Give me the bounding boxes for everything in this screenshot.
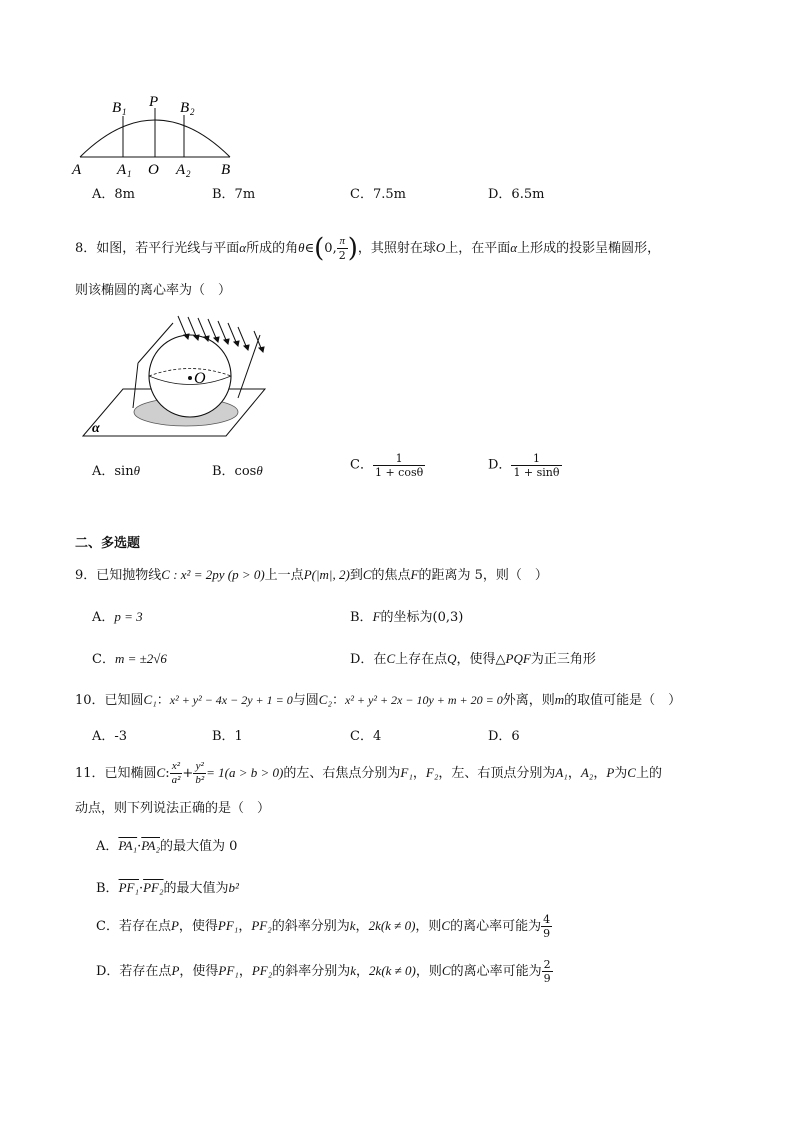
label-B2: B [180,100,190,116]
q8-option-a: A．sinθ [92,463,140,479]
q11-option-c: C．若存在点P，使得PF₁，PF₂的斜率分别为k，2k(k ≠ 0)，则C的离心率可能为 $\frac{4}{9}$ [96,913,551,940]
q11-stem-line2: 动点，则下列说法正确的是（ ） [75,801,271,816]
section-heading: 二、多选题 [75,536,141,551]
q8-option-c: C． $\frac{1}{1 + \cos\theta}$ [350,452,424,479]
q9-stem: 9．已知抛物线C : x² = 2py (p > 0)上一点P(|m|, 2)到C的焦点F的距离为 5，则（ ） [75,567,548,583]
q8-option-d: D． $\frac{1}{1 + \sin\theta}$ [488,452,560,479]
arch-figure [70,95,250,180]
q8-stem-line2: 则该椭圆的离心率为（ ） [75,283,232,298]
label-A2: A [176,162,186,178]
q8-option-b: B．cosθ [212,463,263,479]
label-P: P [149,95,159,110]
q10-option-d: D．6 [488,729,520,744]
label-B: B [221,162,231,178]
label-B1: B [112,100,122,116]
q7-option-a: A．8m [92,187,135,202]
q7-option-d: D．6.5m [488,187,545,202]
q7-option-c: C．7.5m [350,187,406,202]
figure-label-O: O [194,370,206,387]
q10-option-a: A．-3 [92,729,128,744]
q11-option-d: D．若存在点P，使得PF₁，PF₂的斜率分别为k，2k(k ≠ 0)，则C的离心率可能为 $\frac{2}{9}$ [96,958,551,985]
q11-stem-line1: 11．已知椭圆C: $\frac{\text{x²}}{\text{a²}}$ + $\frac{\text{y²}}{\text{b²}}$ = 1(a > b > 0)的左、右焦点分别为F₁，F₂，左、右顶点分别为A₁，A₂，P为C上的 [75,760,662,786]
q9-option-a: A．p = 3 [92,609,143,625]
label-B2-sub: 2 [190,107,195,117]
label-A1: A [117,162,127,178]
q11-option-a: A．PA₁·PA₂的最大值为 0 [96,838,238,854]
q7-option-b: B．7m [212,187,256,202]
q10-option-c: C．4 [350,729,382,744]
q11-option-b: B．PF₁·PF₂的最大值为b² [96,880,239,896]
q9-option-b: B．F的坐标为(0,3) [350,609,464,625]
label-A2-sub: 2 [186,169,191,179]
q10-option-b: B．1 [212,729,243,744]
label-O: O [148,162,159,178]
figure-label-alpha: α [92,421,100,436]
q9-option-c: C．m = ±2√6 [92,651,167,667]
sphere-shadow-figure [78,313,268,443]
q9-option-d: D．在C上存在点Q，使得△PQF为正三角形 [350,651,596,667]
label-B1-sub: 1 [122,107,127,117]
label-A: A [72,162,82,178]
label-A1-sub: 1 [127,169,132,179]
q10-stem: 10．已知圆C₁：x² + y² − 4x − 2y + 1 = 0与圆C₂：x² + y² + 2x − 10y + m + 20 = 0外离，则m的取值可能是（ ） [75,692,682,708]
q8-stem-line1: 8．如图，若平行光线与平面α所成的角θ∈(0, $\frac{\pi}{2}$ )，其照射在球O上，在平面α上形成的投影呈椭圆形， [75,233,661,264]
